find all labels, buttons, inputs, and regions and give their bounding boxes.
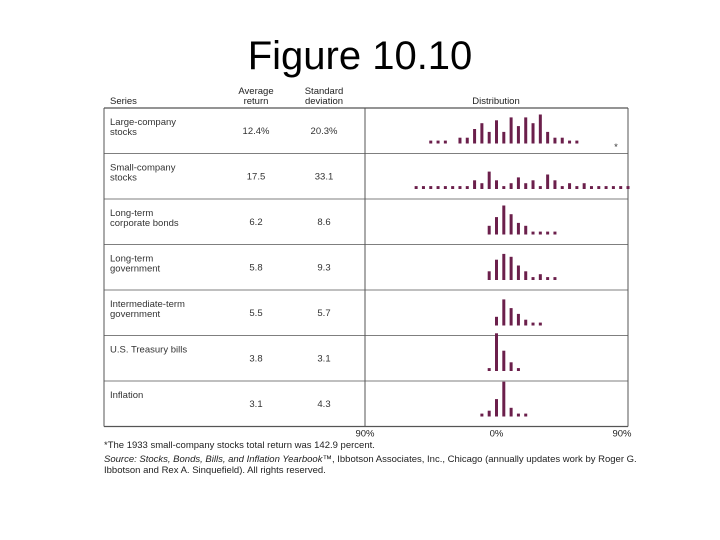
distribution-bar xyxy=(495,333,498,371)
distribution-bar xyxy=(575,186,578,189)
distribution-bar xyxy=(480,123,483,143)
row-average-return: 17.5 xyxy=(246,171,266,183)
distribution-bar xyxy=(495,260,498,280)
distribution-bar xyxy=(539,323,542,326)
row-series-label: Large-company stocks xyxy=(110,117,177,138)
distribution-bar xyxy=(517,126,520,143)
distribution-bar xyxy=(517,177,520,189)
slide-title: Figure 10.10 xyxy=(247,34,473,78)
distribution-bar xyxy=(422,186,425,189)
distribution-bar xyxy=(502,382,505,417)
footnote: *The 1933 small-company stocks total return was 142.9 percent. xyxy=(104,440,375,451)
distribution-bar xyxy=(502,299,505,325)
distribution-bar xyxy=(495,120,498,143)
row-standard-deviation: 8.6 xyxy=(317,217,331,228)
distribution-bar xyxy=(524,226,527,235)
distribution-bar xyxy=(495,399,498,416)
distribution-bar xyxy=(532,277,535,280)
distribution-bar xyxy=(510,183,513,189)
row-standard-deviation: 9.3 xyxy=(317,262,331,274)
distribution-bar xyxy=(495,317,498,326)
distribution-bar xyxy=(429,141,432,144)
distribution-bar xyxy=(605,186,608,189)
row-average-return: 3.1 xyxy=(249,399,263,410)
distribution-bar xyxy=(597,186,600,189)
distribution-bar xyxy=(502,132,505,144)
row-footnote-marker: * xyxy=(614,142,618,153)
distribution-bar xyxy=(488,271,491,280)
distribution-bar xyxy=(546,232,549,235)
row-series-label: Intermediate-term government xyxy=(110,299,185,320)
row-series-label: U.S. Treasury bills xyxy=(110,344,188,356)
distribution-bar xyxy=(590,186,593,189)
distribution-bar xyxy=(553,138,556,144)
row-series-label: Small-company stocks xyxy=(110,162,176,184)
distribution-bar xyxy=(583,183,586,189)
distribution-bar xyxy=(546,277,549,280)
distribution-bar xyxy=(458,186,461,189)
distribution-bar xyxy=(532,323,535,326)
row-series-label: Inflation xyxy=(110,390,144,401)
distribution-bar xyxy=(517,314,520,326)
distribution-bar xyxy=(510,408,513,417)
distribution-bar xyxy=(466,186,469,189)
distribution-bar xyxy=(553,180,556,189)
distribution-bar xyxy=(502,351,505,371)
header-series: Series xyxy=(110,96,137,107)
distribution-bar xyxy=(466,138,469,144)
header-distribution: Distribution xyxy=(472,96,520,107)
row-standard-deviation: 3.1 xyxy=(317,353,331,365)
distribution-bar xyxy=(546,175,549,190)
distribution-bar xyxy=(612,186,615,189)
distribution-bar xyxy=(517,223,520,235)
distribution-bar xyxy=(473,129,476,144)
distribution-bar xyxy=(553,232,556,235)
distribution-bar xyxy=(488,172,491,189)
distribution-bar xyxy=(568,141,571,144)
row-average-return: 6.2 xyxy=(249,217,263,228)
distribution-bar xyxy=(524,271,527,280)
distribution-bar xyxy=(480,414,483,417)
distribution-bar xyxy=(444,186,447,189)
returns-distribution-figure xyxy=(96,86,642,486)
axis-label-zero: 0% xyxy=(489,428,504,440)
distribution-bar xyxy=(553,277,556,280)
row-standard-deviation: 4.3 xyxy=(317,399,331,410)
row-average-return: 5.5 xyxy=(249,308,263,319)
axis-label-right: 90% xyxy=(612,428,632,440)
distribution-bar xyxy=(488,132,491,144)
distribution-bar xyxy=(524,320,527,326)
distribution-bar xyxy=(437,186,440,189)
distribution-bar xyxy=(510,362,513,371)
row-standard-deviation: 5.7 xyxy=(317,308,331,319)
trademark-mark: ™ xyxy=(322,454,332,465)
row-average-return: 5.8 xyxy=(249,262,263,274)
distribution-bar xyxy=(429,186,432,189)
distribution-bar xyxy=(539,115,542,144)
distribution-bar xyxy=(510,308,513,325)
distribution-bar xyxy=(502,206,505,235)
distribution-bar xyxy=(480,183,483,189)
distribution-bar xyxy=(458,138,461,144)
distribution-bar xyxy=(619,186,622,189)
source-note xyxy=(104,454,640,476)
row-average-return: 3.8 xyxy=(249,353,263,365)
distribution-bar xyxy=(524,183,527,189)
distribution-bar xyxy=(510,257,513,280)
distribution-bar xyxy=(524,414,527,417)
source-label: Source: xyxy=(104,454,137,465)
distribution-chart xyxy=(96,86,642,442)
distribution-bar xyxy=(627,186,630,189)
source-rest: , Ibbotson Associates, Inc., Chicago (annually updates work by Roger G. Ibbotson and Rex A. Sinquefield). All rights reserved. xyxy=(104,454,637,476)
axis-label-left: 90% xyxy=(355,428,375,440)
distribution-bar xyxy=(444,141,447,144)
distribution-bar xyxy=(517,368,520,371)
distribution-bar xyxy=(451,186,454,189)
source-title: Stocks, Bonds, Bills, and Inflation Yearbook xyxy=(139,454,323,465)
row-series-label: Long-term government xyxy=(110,253,161,275)
distribution-bar xyxy=(502,186,505,189)
distribution-bar xyxy=(488,226,491,235)
distribution-bar xyxy=(415,186,418,189)
row-standard-deviation: 33.1 xyxy=(314,171,334,183)
distribution-bar xyxy=(575,141,578,144)
distribution-bar xyxy=(532,180,535,189)
distribution-bar xyxy=(517,414,520,417)
distribution-bar xyxy=(517,266,520,281)
distribution-bar xyxy=(539,186,542,189)
distribution-bar xyxy=(532,232,535,235)
distribution-bar xyxy=(539,232,542,235)
distribution-bar xyxy=(532,123,535,143)
distribution-bar xyxy=(488,368,491,371)
distribution-bar xyxy=(510,117,513,143)
row-average-return: 12.4% xyxy=(242,126,270,137)
header-average-return: Average return xyxy=(238,86,274,107)
distribution-bar xyxy=(568,183,571,189)
distribution-bar xyxy=(546,132,549,144)
distribution-bar xyxy=(473,180,476,189)
distribution-bar xyxy=(524,117,527,143)
distribution-bar xyxy=(495,217,498,234)
header-standard-deviation: Standard deviation xyxy=(304,86,344,107)
distribution-bar xyxy=(510,214,513,234)
distribution-bar xyxy=(437,141,440,144)
distribution-bar xyxy=(561,186,564,189)
distribution-bar xyxy=(539,274,542,280)
distribution-bar xyxy=(561,138,564,144)
distribution-bar xyxy=(488,411,491,417)
distribution-bar xyxy=(495,180,498,189)
row-series-label: Long-term corporate bonds xyxy=(110,208,179,229)
distribution-bar xyxy=(502,254,505,280)
row-standard-deviation: 20.3% xyxy=(310,126,338,137)
